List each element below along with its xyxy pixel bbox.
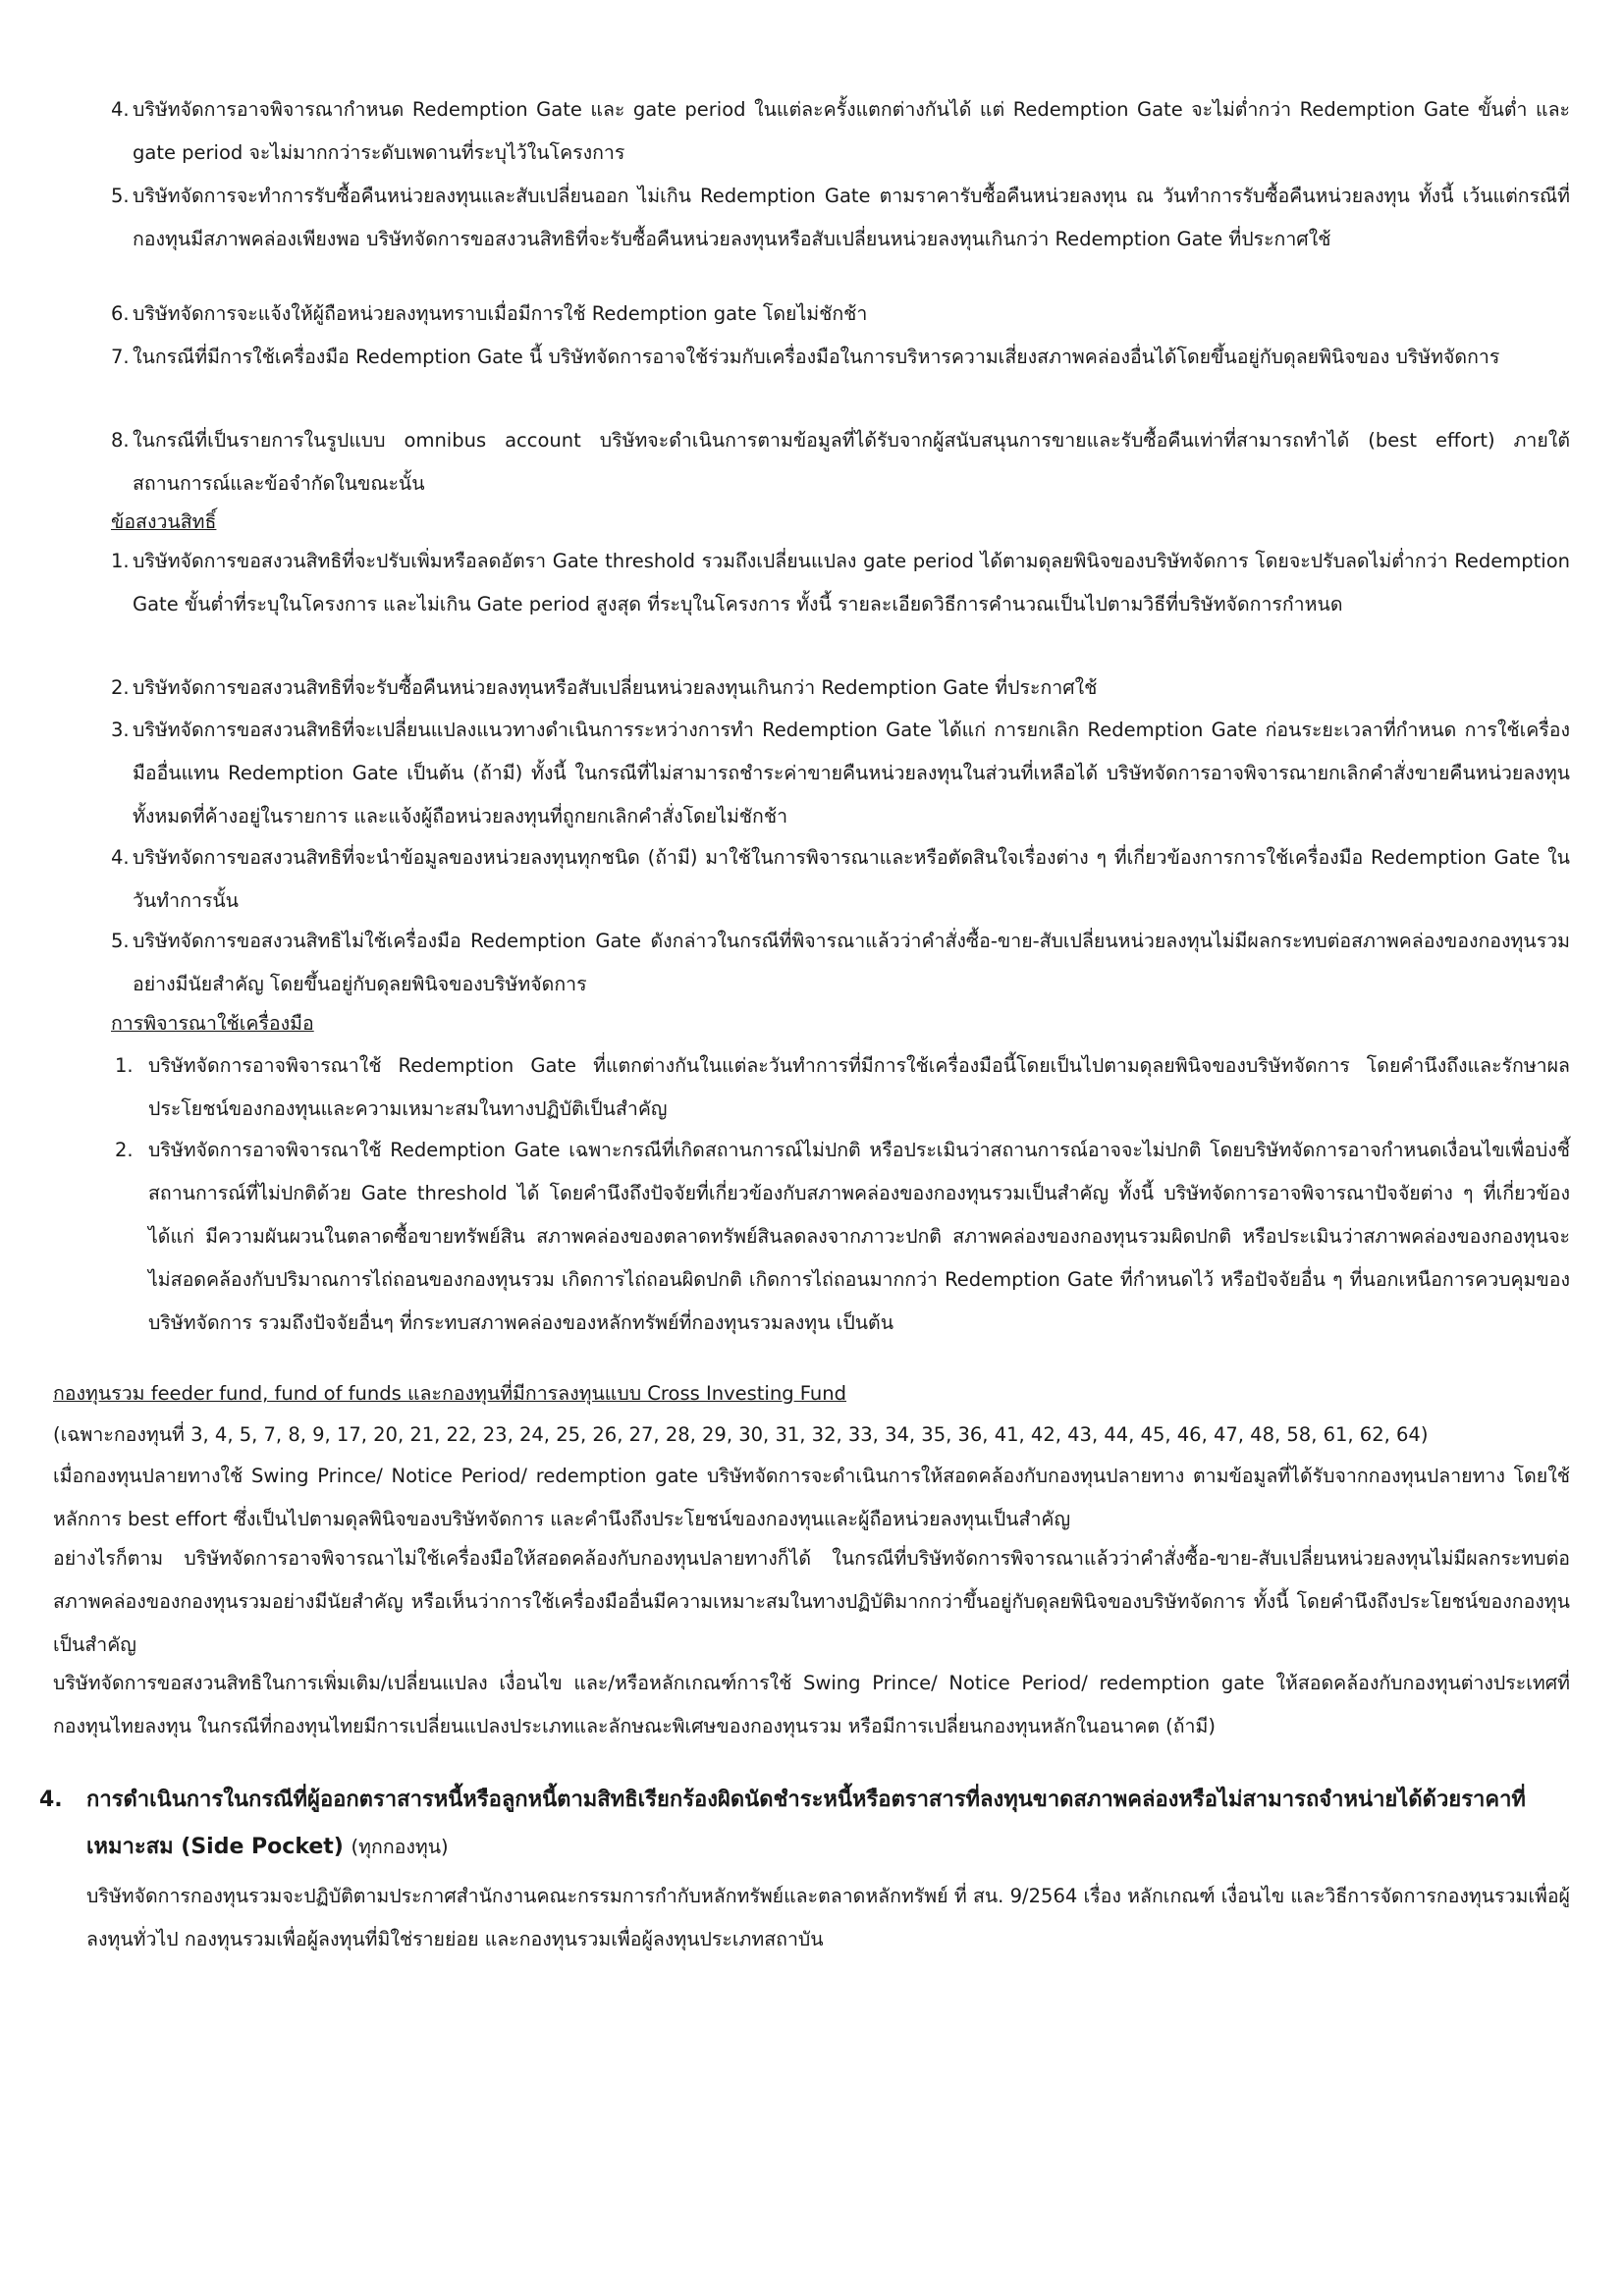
list-item-text: บริษัทจัดการอาจพิจารณากำหนด Redemption Gate และ gate period ในแต่ละครั้งแตกต่างกันได้ แต่ Redemption Gate จะไม่ต่ำกว่า Redemption Gate ขั้นต่ำ และ gate period จะไม่มากกว่าระดับเพดานที่ระบุไว้ในโครงการ — [133, 98, 1570, 164]
list-item-number: 5. — [111, 930, 130, 952]
list-item-text: บริษัทจัดการอาจพิจารณาใช้ Redemption Gate เฉพาะกรณีที่เกิดสถานการณ์ไม่ปกติ หรือประเมินว่าสถานการณ์อาจจะไม่ปกติ โดยบริษัทจัดการอาจกำหนดเงื่อนไขเพื่อบ่งชี้สถานการณ์ที่ไม่ปกติด้วย Gate threshold ได้ โดยคำนึงถึงปัจจัยที่เกี่ยวข้องกับสภาพคล่องของกองทุนรวมเป็นสำคัญ ทั้งนี้ บริษัทจัดการอาจพิจารณาปัจจัยต่าง ๆ ที่เกี่ยวข้อง ได้แก่ มีความผันผวนในตลาดซื้อขายทรัพย์สิน สภาพคล่องของตลาดทรัพย์สินลดลงจากภาวะปกติ สภาพคล่องของกองทุนรวมผิดปกติ หรือประเมินว่าสภาพคล่องของกองทุนจะไม่สอดคล้องกับปริมาณการไถ่ถอนของกองทุนรวม เกิดการไถ่ถอนผิดปกติ เกิดการไถ่ถอนมากกว่า Redemption Gate ที่กำหนดไว้ หรือปัจจัยอื่น ๆ ที่นอกเหนือการควบคุมของบริษัทจัดการ รวมถึงปัจจัยอื่นๆ ที่กระทบสภาพคล่องของหลักทรัพย์ที่กองทุนรวมลงทุน เป็นต้น — [148, 1139, 1570, 1334]
list-item-number: 1. — [111, 550, 130, 572]
list-item-text: บริษัทจัดการจะทำการรับซื้อคืนหน่วยลงทุนและสับเปลี่ยนออก ไม่เกิน Redemption Gate ตามราคารับซื้อคืนหน่วยลงทุน ณ วันทำการรับซื้อคืนหน่วยลงทุน ทั้งนี้ เว้นแต่กรณีที่กองทุนมีสภาพคล่องเพียงพอ บริษัทจัดการขอสงวนสิทธิที่จะรับซื้อคืนหน่วยลงทุนหรือสับเปลี่ยนหน่วยลงทุนเกินกว่า Redemption Gate ที่ประกาศใช้ — [133, 185, 1570, 250]
list-item-text: บริษัทจัดการขอสงวนสิทธิที่จะรับซื้อคืนหน่วยลงทุนหรือสับเปลี่ยนหน่วยลงทุนเกินกว่า Redemption Gate ที่ประกาศใช้ — [133, 676, 1098, 699]
list-item — [111, 419, 1570, 506]
section-title — [39, 1777, 1570, 1871]
section-4 — [39, 1777, 1570, 1961]
list-item — [111, 175, 1570, 261]
list-item-text: บริษัทจัดการจะแจ้งให้ผู้ถือหน่วยลงทุนทราบเมื่อมีการใช้ Redemption gate โดยไม่ชักช้า — [133, 302, 868, 325]
list-item-number: 8. — [111, 429, 130, 452]
paragraph: บริษัทจัดการขอสงวนสิทธิในการเพิ่มเติม/เปลี่ยนแปลง เงื่อนไข และ/หรือหลักเกณฑ์การใช้ Swing Prince/ Notice Period/ redemption gate ให้สอดคล้องกับกองทุนต่างประเทศที่กองทุนไทยลงทุน ในกรณีที่กองทุนไทยมีการเปลี่ยนแปลงประเภทและลักษณะพิเศษของกองทุนรวม หรือมีการเปลี่ยนกองทุนหลักในอนาคต (ถ้ามี) — [53, 1672, 1570, 1737]
list-item — [111, 336, 1570, 379]
list-item-text: บริษัทจัดการขอสงวนสิทธิไม่ใช้เครื่องมือ Redemption Gate ดังกล่าวในกรณีที่พิจารณาแล้วว่าคำสั่งซื้อ-ขาย-สับเปลี่ยนหน่วยลงทุนไม่มีผลกระทบต่อสภาพคล่องของกองทุนรวมอย่างมีนัยสำคัญ โดยขึ้นอยู่กับดุลยพินิจของบริษัทจัดการ — [133, 930, 1570, 995]
list-item-number: 7. — [111, 346, 130, 368]
list-item-text: ในกรณีที่มีการใช้เครื่องมือ Redemption Gate นี้ บริษัทจัดการอาจใช้ร่วมกับเครื่องมือในการบริหารความเสี่ยงสภาพคล่องอื่นได้โดยขึ้นอยู่กับดุลยพินิจของ บริษัทจัดการ — [133, 346, 1500, 368]
list-item — [111, 836, 1570, 923]
fund-list-paragraph: (เฉพาะกองทุนที่ 3, 4, 5, 7, 8, 9, 17, 20, 21, 22, 23, 24, 25, 26, 27, 28, 29, 30, 31, 32, 33, 34, 35, 36, 41, 42, 43, 44, 45, 46, 47, 48, 58, 61, 62, 64) — [53, 1423, 1429, 1446]
paragraph: อย่างไรก็ตาม บริษัทจัดการอาจพิจารณาไม่ใช้เครื่องมือให้สอดคล้องกับกองทุนปลายทางก็ได้ ในกรณีที่บริษัทจัดการพิจารณาแล้วว่าคำสั่งซื้อ-ขาย-สับเปลี่ยนหน่วยลงทุนไม่มีผลกระทบต่อสภาพคล่องของกองทุนรวมอย่างมีนัยสำคัญ หรือเห็นว่าการใช้เครื่องมืออื่นมีความเหมาะสมในทางปฏิบัติมากกว่าขึ้นอยู่กับดุลยพินิจของบริษัทจัดการ ทั้งนี้ โดยคำนึงถึงประโยชน์ของกองทุนเป็นสำคัญ — [53, 1547, 1570, 1656]
list-item — [111, 667, 1570, 710]
paragraph: เมื่อกองทุนปลายทางใช้ Swing Prince/ Notice Period/ redemption gate บริษัทจัดการจะดำเนินการให้สอดคล้องกับกองทุนปลายทาง ตามข้อมูลที่ได้รับจากกองทุนปลายทาง โดยใช้หลักการ best effort ซึ่งเป็นไปตามดุลพินิจของบริษัทจัดการ และคำนึงถึงประโยชน์ของกองทุนและผู้ถือหน่วยลงทุนเป็นสำคัญ — [53, 1465, 1570, 1530]
list-item-number: 2. — [115, 1139, 134, 1161]
list-item — [111, 293, 1570, 336]
list-item — [111, 88, 1570, 175]
section-body: บริษัทจัดการกองทุนรวมจะปฏิบัติตามประกาศสำนักงานคณะกรรมการกำกับหลักทรัพย์และตลาดหลักทรัพย์ ที่ สน. 9/2564 เรื่อง หลักเกณฑ์ เงื่อนไข และวิธีการจัดการกองทุนรวมเพื่อผู้ลงทุนทั่วไป กองทุนรวมเพื่อผู้ลงทุนที่มิใช่รายย่อย และกองทุนรวมเพื่อผู้ลงทุนประเภทสถาบัน — [86, 1885, 1570, 1950]
feeder-heading: กองทุนรวม feeder fund, fund of funds และกองทุนที่มีการลงทุนแบบ Cross Investing Fund — [53, 1382, 847, 1405]
consideration-heading: การพิจารณาใช้เครื่องมือ — [111, 1012, 314, 1035]
list-item-text: บริษัทจัดการขอสงวนสิทธิที่จะเปลี่ยนแปลงแนวทางดำเนินการระหว่างการทำ Redemption Gate ได้แก่ การยกเลิก Redemption Gate ก่อนระยะเวลาที่กำหนด การใช้เครื่องมืออื่นแทน Redemption Gate เป็นต้น (ถ้ามี) ทั้งนี้ ในกรณีที่ไม่สามารถชำระค่าขายคืนหน่วยลงทุนในส่วนที่เหลือได้ บริษัทจัดการอาจพิจารณายกเลิกคำสั่งขายคืนหน่วยลงทุนทั้งหมดที่ค้างอยู่ในรายการ และแจ้งผู้ถือหน่วยลงทุนที่ถูกยกเลิกคำสั่งโดยไม่ชักช้า — [133, 719, 1570, 828]
list-item-number: 4. — [111, 98, 130, 121]
list-item — [111, 540, 1570, 626]
list-item-text: ในกรณีที่เป็นรายการในรูปแบบ omnibus account บริษัทจะดำเนินการตามข้อมูลที่ได้รับจากผู้สนับสนุนการขายและรับซื้อคืนเท่าที่สามารถทำได้ (best effort) ภายใต้สถานการณ์และข้อจำกัดในขณะนั้น — [133, 429, 1570, 495]
list-item-number: 6. — [111, 302, 130, 325]
list-item — [111, 709, 1570, 838]
section-number: 4. — [39, 1788, 63, 1812]
section-title-text: การดำเนินการในกรณีที่ผู้ออกตราสารหนี้หรือลูกหนี้ตามสิทธิเรียกร้องผิดนัดชำระหนี้หรือตราสารที่ลงทุนขาดสภาพคล่องหรือไม่สามารถจำหน่ายได้ด้วยราคาที่เหมาะสม (Side Pocket) — [86, 1788, 1526, 1859]
list-item — [111, 920, 1570, 1006]
list-item-number: 3. — [111, 719, 130, 741]
list-item-text: บริษัทจัดการอาจพิจารณาใช้ Redemption Gate ที่แตกต่างกันในแต่ละวันทำการที่มีการใช้เครื่องมือนี้โดยเป็นไปตามดุลยพินิจของบริษัทจัดการ โดยคำนึงถึงและรักษาผลประโยชน์ของกองทุนและความเหมาะสมในทางปฏิบัติเป็นสำคัญ — [148, 1054, 1570, 1120]
list-item-number: 5. — [111, 185, 130, 207]
list-item-text: บริษัทจัดการขอสงวนสิทธิที่จะนำข้อมูลของหน่วยลงทุนทุกชนิด (ถ้ามี) มาใช้ในการพิจารณาและหรือตัดสินใจเรื่องต่าง ๆ ที่เกี่ยวข้องการการใช้เครื่องมือ Redemption Gate ในวันทำการนั้น — [133, 846, 1570, 912]
list-item — [111, 1129, 1570, 1345]
list-item-number: 4. — [111, 846, 130, 869]
list-item-number: 2. — [111, 676, 130, 699]
list-item-number: 1. — [115, 1054, 134, 1077]
reservation-heading: ข้อสงวนสิทธิ์ — [111, 510, 217, 533]
section-subtitle: (ทุกกองทุน) — [351, 1836, 449, 1858]
list-item — [111, 1044, 1570, 1131]
list-item-text: บริษัทจัดการขอสงวนสิทธิที่จะปรับเพิ่มหรือลดอัตรา Gate threshold รวมถึงเปลี่ยนแปลง gate period ได้ตามดุลยพินิจของบริษัทจัดการ โดยจะปรับลดไม่ต่ำกว่า Redemption Gate ขั้นต่ำที่ระบุในโครงการ และไม่เกิน Gate period สูงสุด ที่ระบุในโครงการ ทั้งนี้ รายละเอียดวิธีการคำนวณเป็นไปตามวิธีที่บริษัทจัดการกำหนด — [133, 550, 1570, 615]
